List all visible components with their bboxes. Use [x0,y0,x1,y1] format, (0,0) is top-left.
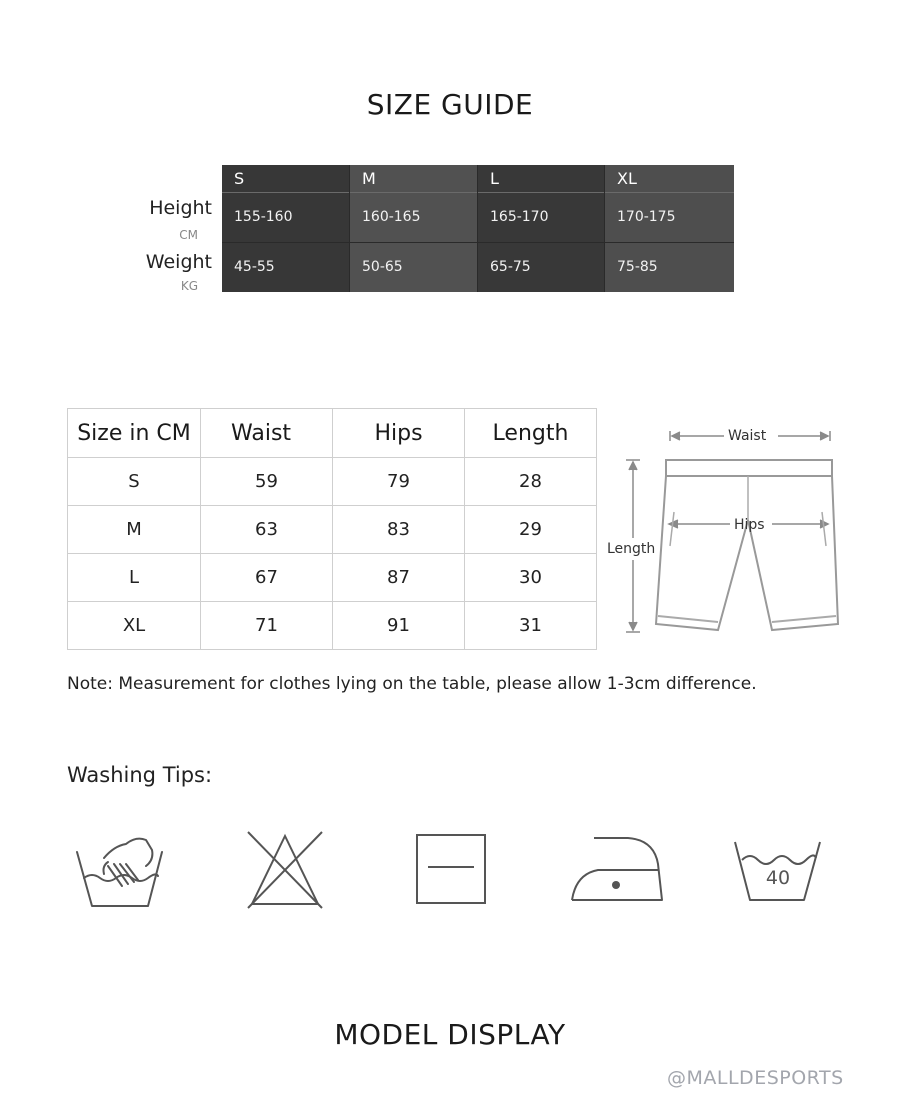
table-row [68,506,597,554]
weight-cell: 50-65 [362,259,403,275]
size-header: L [490,169,499,188]
wash-temperature: 40 [765,867,791,889]
table-header-cell: Waist [201,409,333,458]
length-diagram-label: Length [607,541,656,557]
table-cell: M [68,506,201,554]
table-header-cell: Size in CM [68,409,201,458]
watermark: @MALLDESPORTS [667,1067,844,1089]
hand-wash-icon [74,830,166,912]
iron-low-heat-icon [568,834,666,904]
size-column-l [477,165,605,292]
measurement-table [67,408,597,650]
table-cell: 91 [333,602,465,650]
shorts-measurement-diagram [600,420,850,645]
do-not-bleach-icon [244,828,326,910]
table-header-row [68,409,597,458]
table-row [68,458,597,506]
table-cell: 63 [201,506,333,554]
measurement-note: Note: Measurement for clothes lying on the table, please allow 1-3cm difference. [67,674,757,694]
table-cell: L [68,554,201,602]
weight-cell: 65-75 [490,259,531,275]
weight-row-label: Weight [145,251,212,273]
size-header: S [234,169,245,188]
table-row [68,554,597,602]
table-cell: 30 [465,554,597,602]
height-cell: 160-165 [362,209,421,225]
model-display-title: MODEL DISPLAY [334,1018,566,1051]
table-cell: 28 [465,458,597,506]
table-cell: 67 [201,554,333,602]
size-guide-title: SIZE GUIDE [366,88,534,121]
table-cell: 71 [201,602,333,650]
size-column-xl [604,165,734,292]
table-cell: 83 [333,506,465,554]
height-cell: 165-170 [490,209,549,225]
body-size-table [222,165,733,292]
table-cell: S [68,458,201,506]
dry-flat-icon [414,832,488,906]
washing-tips-title: Washing Tips: [67,763,213,787]
table-row [68,602,597,650]
table-cell: 29 [465,506,597,554]
height-unit-label: CM [179,228,198,242]
hips-diagram-label: Hips [734,517,765,533]
table-cell: 87 [333,554,465,602]
height-cell: 155-160 [234,209,293,225]
table-cell: 31 [465,602,597,650]
weight-unit-label: KG [180,279,198,293]
waist-diagram-label: Waist [728,428,767,444]
weight-cell: 75-85 [617,259,658,275]
height-row-label: Height [149,197,212,219]
height-cell: 170-175 [617,209,676,225]
table-header-cell: Length [465,409,597,458]
table-cell: 59 [201,458,333,506]
table-cell: 79 [333,458,465,506]
size-header: XL [617,169,637,188]
wash-40-icon [732,838,824,906]
size-header: M [362,169,376,188]
size-column-s [222,165,349,292]
table-cell: XL [68,602,201,650]
table-header-cell: Hips [333,409,465,458]
size-column-m [349,165,478,292]
weight-cell: 45-55 [234,259,275,275]
